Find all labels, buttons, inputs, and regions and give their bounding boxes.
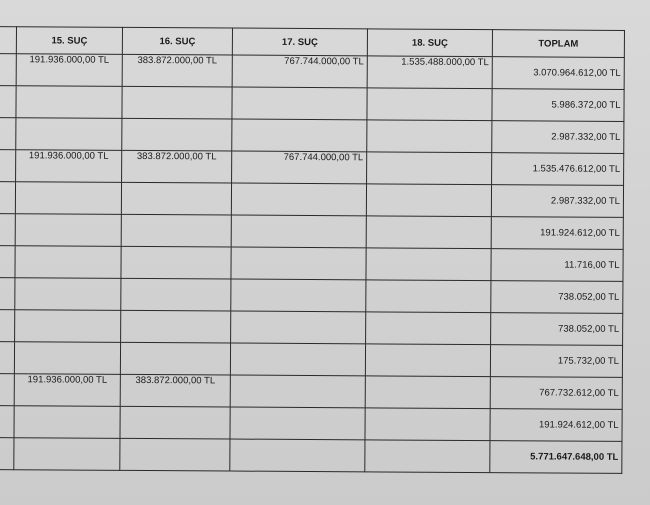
crime-15-cell [16,86,122,119]
crime-15-cell [15,310,121,343]
crime-18-cell [366,312,491,345]
header-crime-18: 18. SUÇ [367,29,492,57]
crime-17-cell: 767.744.000,00 TL [232,55,367,88]
crime-17-cell [232,119,367,152]
edge-cell [0,437,14,469]
table-row [0,405,622,441]
crime-17-cell [231,311,366,344]
table-row [0,118,624,154]
grand-total-row [0,437,622,473]
crime-18-cell [367,120,492,153]
crime-18-cell [367,88,492,121]
edge-cell [0,86,16,118]
crime-17-cell [231,183,366,216]
crime-17-cell: 767.744.000,00 TL [232,151,367,184]
table-row [0,277,623,313]
crime-15-cell [14,406,120,439]
crime-18-cell [366,184,491,217]
table-row [0,86,624,122]
header-crime-16: 16. SUÇ [122,27,232,55]
edge-cell [0,150,16,182]
crime-18-cell [365,376,490,409]
table-row [0,213,623,249]
crime-18-cell [367,152,492,185]
header-crime-15: 15. SUÇ [16,27,122,55]
crime-17-cell [230,343,365,376]
header-crime-17: 17. SUÇ [232,28,367,56]
total-cell: 11.716,00 TL [491,249,623,282]
table-row [0,182,624,218]
crime-18-cell [365,344,490,377]
crime-16-cell: 383.872.000,00 TL [122,150,232,183]
crime-18-cell [365,440,490,473]
crime-18-cell: 1.535.488.000,00 TL [367,56,492,89]
crime-15-cell: 191.936.000,00 TL [16,54,122,87]
crime-16-cell [122,86,232,119]
crime-16-cell [121,310,231,343]
edge-cell [0,341,15,373]
total-cell: 738.052,00 TL [491,281,623,314]
table-row [0,150,624,186]
crime-16-cell: 383.872.000,00 TL [120,374,230,407]
crime-16-cell [121,246,231,279]
table-row [0,373,622,409]
crime-15-cell [15,246,121,279]
table-row [0,341,623,377]
total-cell: 175.732,00 TL [490,345,622,378]
crime-16-cell [120,406,230,439]
total-cell: 191.924.612,00 TL [490,409,622,442]
edge-cell [0,405,14,437]
crime-16-cell [122,118,232,151]
crime-15-cell [16,118,122,151]
crime-15-cell: 191.936.000,00 TL [16,150,122,183]
crime-15-cell [15,182,121,215]
table-row [0,309,623,345]
crime-17-cell [230,439,365,472]
crime-15-cell [14,438,120,471]
crime-16-cell: 383.872.000,00 TL [122,54,232,87]
crime-16-cell [120,438,230,471]
header-row [0,27,624,58]
header-total: TOPLAM [492,30,624,58]
crime-17-cell [231,215,366,248]
total-cell: 2.987.332,00 TL [491,185,623,218]
crime-17-cell [232,87,367,120]
crime-16-cell [120,342,230,375]
table-row [0,245,623,281]
grand-total-cell: 5.771.647.648,00 TL [490,441,622,474]
total-cell: 3.070.964.612,00 TL [492,57,624,90]
penalty-table [0,26,625,474]
crime-17-cell [231,279,366,312]
crime-15-cell [14,342,120,375]
crime-18-cell [365,408,490,441]
total-cell: 5.986.372,00 TL [492,89,624,122]
total-cell: 1.535.476.612,00 TL [492,153,624,186]
total-cell: 2.987.332,00 TL [492,121,624,154]
edge-cell [0,277,15,309]
total-cell: 738.052,00 TL [491,313,623,346]
crime-17-cell [230,407,365,440]
header-edge [0,27,16,54]
crime-16-cell [121,214,231,247]
crime-15-cell: 191.936.000,00 TL [14,374,120,407]
total-cell: 191.924.612,00 TL [491,217,623,250]
crime-18-cell [366,248,491,281]
edge-cell [0,182,16,214]
crime-17-cell [230,375,365,408]
edge-cell [0,245,15,277]
edge-cell [0,213,15,245]
crime-16-cell [121,182,231,215]
total-cell: 767.732.612,00 TL [490,377,622,410]
crime-18-cell [366,280,491,313]
edge-cell [0,373,14,405]
crime-17-cell [231,247,366,280]
crime-15-cell [15,214,121,247]
edge-cell [0,118,16,150]
crime-15-cell [15,278,121,311]
crime-18-cell [366,216,491,249]
edge-cell [0,309,15,341]
edge-cell [0,54,16,86]
crime-16-cell [121,278,231,311]
table-row [0,54,624,90]
